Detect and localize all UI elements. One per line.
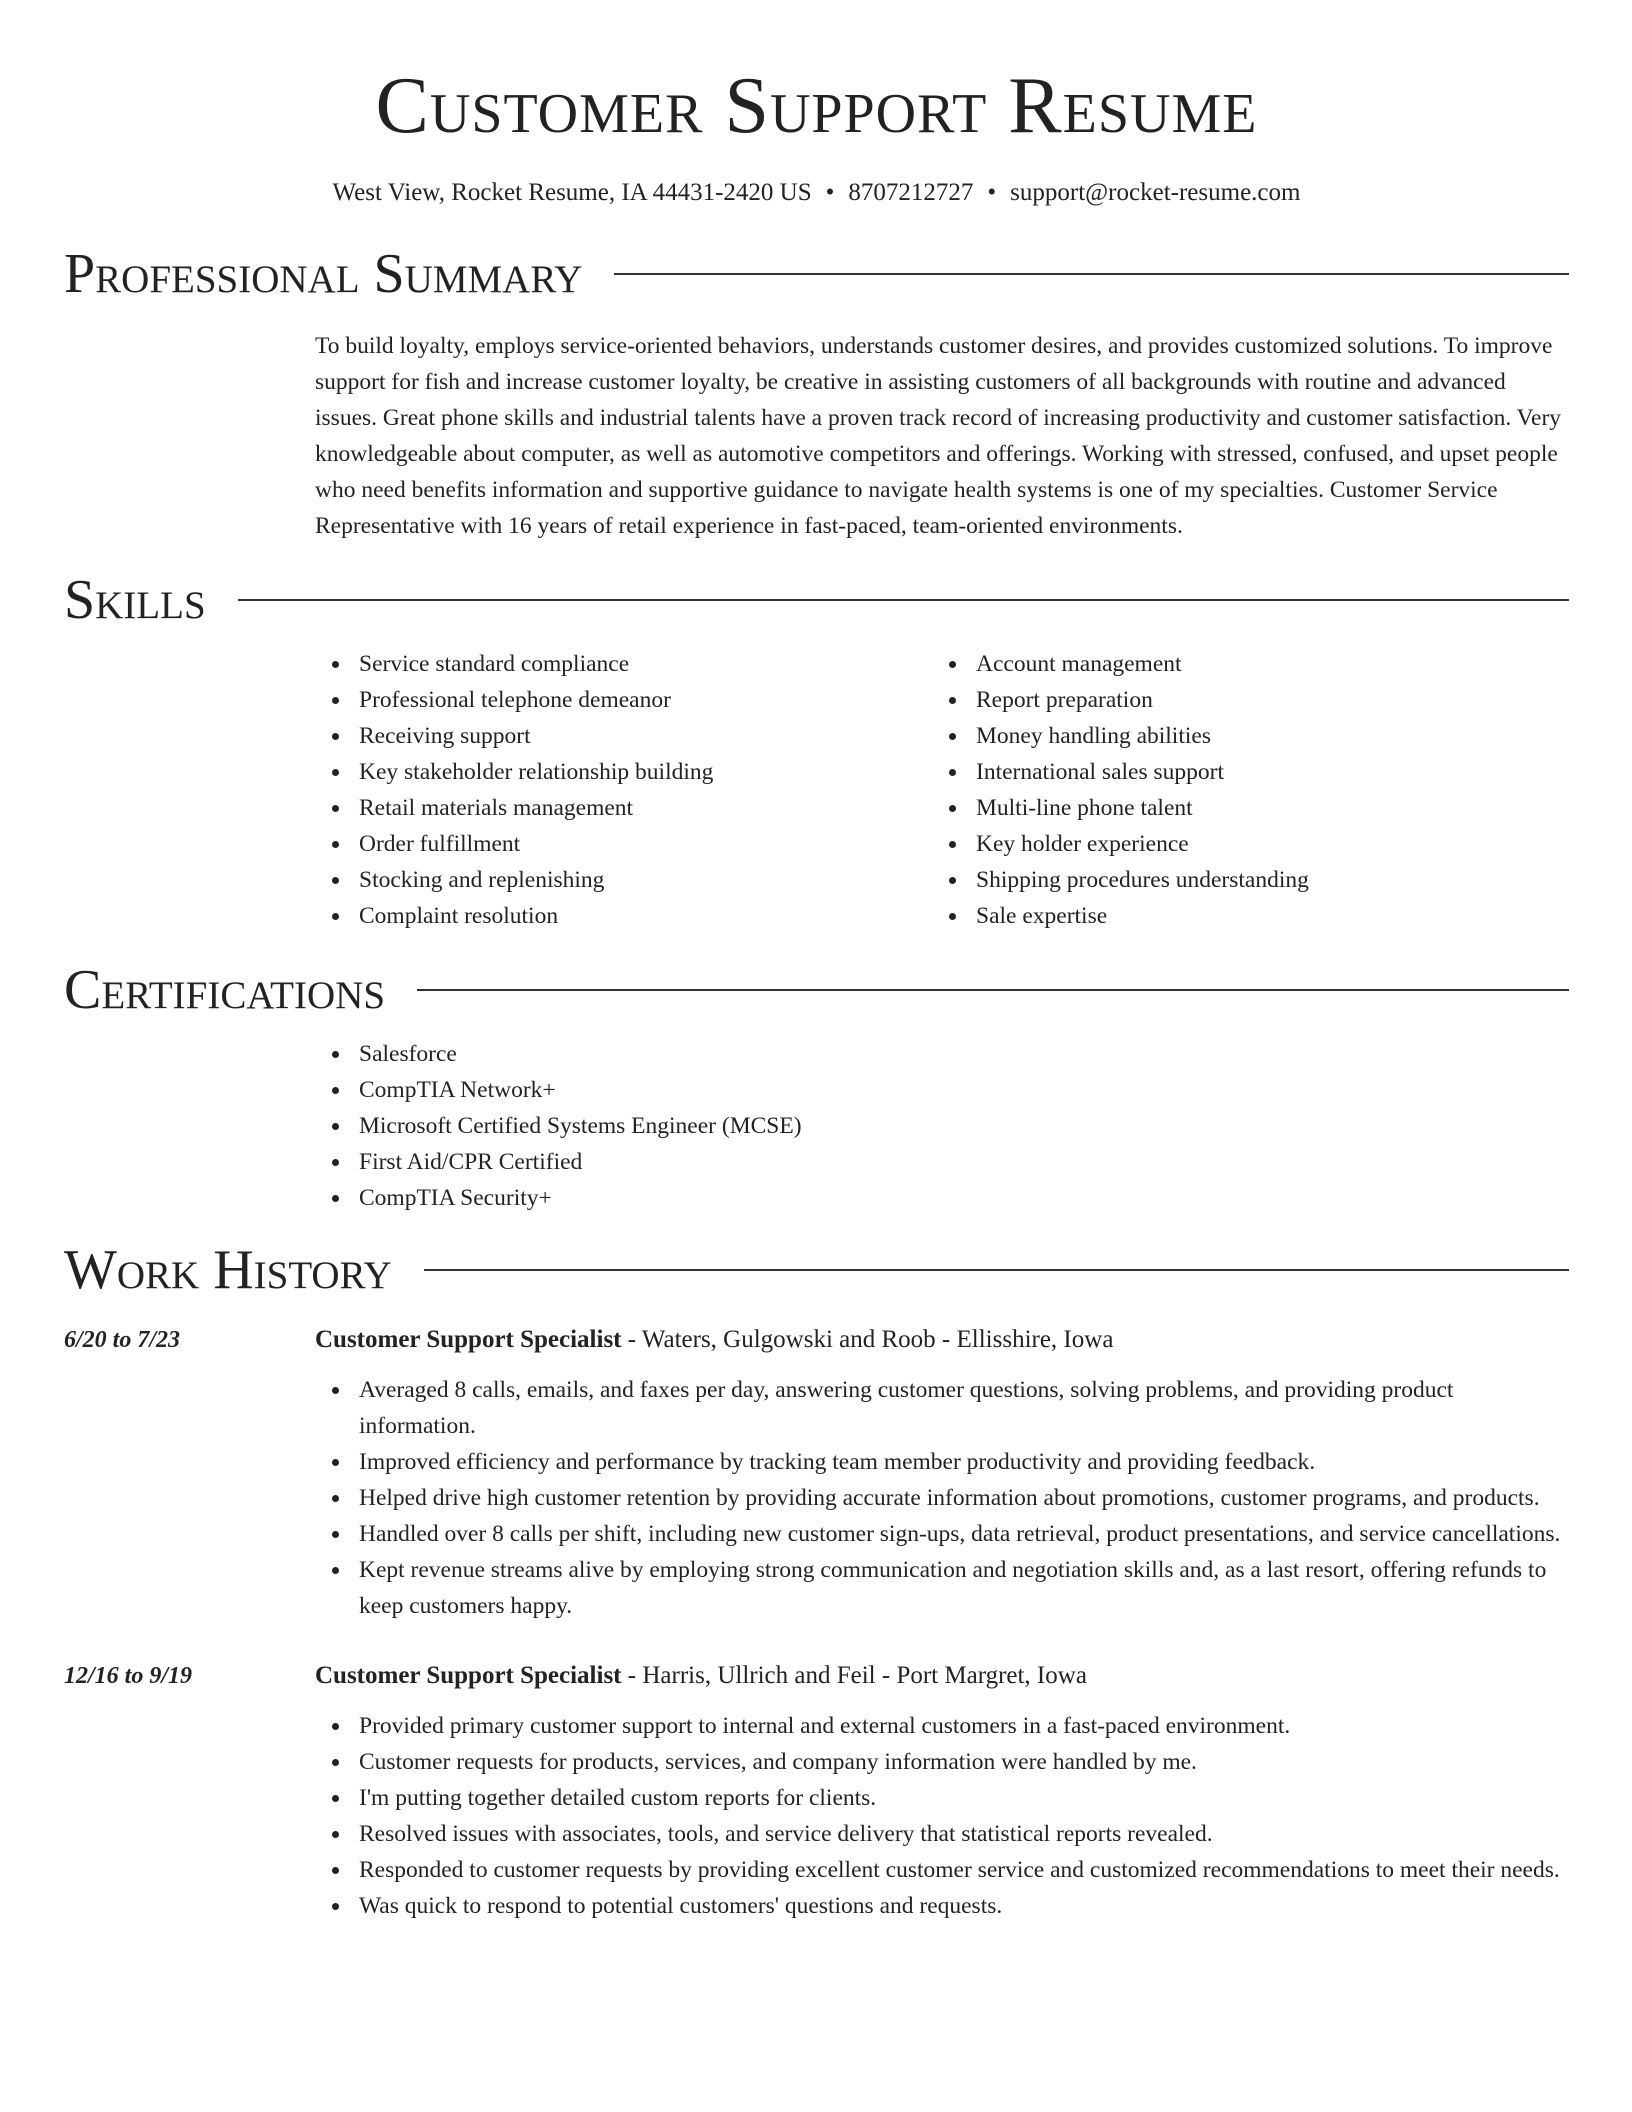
skill-item: Stocking and replenishing: [315, 862, 932, 898]
section-divider: [424, 1269, 1569, 1271]
job-dates: 6/20 to 7/23: [64, 1327, 181, 1353]
skill-item: Order fulfillment: [315, 826, 932, 862]
job-bullet: Handled over 8 calls per shift, including new customer sign-ups, data retrieval, product presentations, and service cancellations.: [315, 1516, 1569, 1552]
skill-item: Shipping procedures understanding: [932, 862, 1549, 898]
job-bullet: Averaged 8 calls, emails, and faxes per day, answering customer questions, solving problems, and providing product information.: [315, 1372, 1569, 1444]
job-details: [315, 1322, 1569, 1624]
skill-item: Account management: [932, 646, 1549, 682]
skills-list-left: [315, 646, 932, 934]
skill-item: Service standard compliance: [315, 646, 932, 682]
section-divider: [238, 599, 1569, 601]
skills-list-right: [932, 646, 1549, 934]
certification-item: CompTIA Security+: [315, 1180, 1569, 1216]
job-title: Customer Support Specialist: [315, 1662, 622, 1689]
contact-line: [64, 178, 1569, 208]
section-divider: [614, 273, 1569, 275]
job-title: Customer Support Specialist: [315, 1326, 622, 1353]
skill-item: Receiving support: [315, 718, 932, 754]
job-bullet: Responded to customer requests by providing excellent customer service and customized recommendations to meet their needs.: [315, 1852, 1569, 1888]
skill-item: Report preparation: [932, 682, 1549, 718]
certification-item: Microsoft Certified Systems Engineer (MCSE): [315, 1108, 1569, 1144]
skill-item: International sales support: [932, 754, 1549, 790]
job-employer: - Waters, Gulgowski and Roob - Ellisshire, Iowa: [621, 1326, 1114, 1353]
certification-item: First Aid/CPR Certified: [315, 1144, 1569, 1180]
skills-heading: Skills: [64, 569, 206, 631]
job-bullet: Kept revenue streams alive by employing strong communication and negotiation skills and, as a last resort, offering refunds to keep customers happy.: [315, 1552, 1569, 1624]
contact-phone: 8707212727: [848, 179, 974, 206]
job-heading: [315, 1322, 1569, 1358]
job-bullet: Helped drive high customer retention by providing accurate information about promotions, customer programs, and products.: [315, 1480, 1569, 1516]
job-entry: [64, 1322, 1569, 1624]
summary-text: To build loyalty, employs service-oriented behaviors, understands customer desires, and provides customized solutions. To improve support for fish and increase customer loyalty, be creative in assisting customers of all backgrounds with routine and advanced issues. Great phone skills and industrial talents have a proven track record of increasing productivity and customer satisfaction. Very knowledgeable about computer, as well as automotive competitors and offerings. Working with stressed, confused, and upset people who need benefits information and supportive guidance to navigate health systems is one of my specialties. Customer Service Representative with 16 years of retail experience in fast-paced, team-oriented environments.: [315, 333, 1562, 539]
resume-page: [64, 0, 1569, 1924]
job-bullets: [315, 1372, 1569, 1624]
job-employer: - Harris, Ullrich and Feil - Port Margret, Iowa: [621, 1662, 1087, 1689]
skill-item: Sale expertise: [932, 898, 1549, 934]
summary-heading: Professional Summary: [64, 243, 583, 305]
contact-separator: •: [825, 179, 835, 206]
work-section-header: [64, 1240, 1569, 1300]
contact-address: West View, Rocket Resume, IA 44431-2420 US: [332, 179, 812, 206]
skill-item: Professional telephone demeanor: [315, 682, 932, 718]
job-bullet: Customer requests for products, services, and company information were handled by me.: [315, 1744, 1569, 1780]
skill-item: Complaint resolution: [315, 898, 932, 934]
job-entry: [64, 1658, 1569, 1924]
job-details: [315, 1658, 1569, 1924]
job-bullet: I'm putting together detailed custom reports for clients.: [315, 1780, 1569, 1816]
summary-section-header: [64, 244, 1569, 304]
job-dates: 12/16 to 9/19: [64, 1663, 193, 1689]
certifications-section-header: [64, 960, 1569, 1020]
job-bullet: Provided primary customer support to internal and external customers in a fast-paced environment.: [315, 1708, 1569, 1744]
job-heading: [315, 1658, 1569, 1694]
certification-item: CompTIA Network+: [315, 1072, 1569, 1108]
skill-item: Money handling abilities: [932, 718, 1549, 754]
contact-email: support@rocket-resume.com: [1010, 179, 1301, 206]
skill-item: Key stakeholder relationship building: [315, 754, 932, 790]
section-divider: [417, 989, 1569, 991]
resume-name: Customer Support Resume: [375, 62, 1258, 150]
skill-item: Key holder experience: [932, 826, 1549, 862]
work-heading: Work History: [64, 1239, 392, 1301]
skill-item: Multi-line phone talent: [932, 790, 1549, 826]
job-bullet: Improved efficiency and performance by tracking team member productivity and providing feedback.: [315, 1444, 1569, 1480]
job-bullets: [315, 1708, 1569, 1924]
skill-item: Retail materials management: [315, 790, 932, 826]
certifications-list: [315, 1036, 1569, 1216]
job-bullet: Was quick to respond to potential customers' questions and requests.: [315, 1888, 1569, 1924]
job-bullet: Resolved issues with associates, tools, and service delivery that statistical reports revealed.: [315, 1816, 1569, 1852]
certification-item: Salesforce: [315, 1036, 1569, 1072]
contact-separator: •: [987, 179, 997, 206]
skills-section-header: [64, 570, 1569, 630]
skills-grid: [315, 646, 1569, 934]
certifications-heading: Certifications: [64, 959, 386, 1021]
